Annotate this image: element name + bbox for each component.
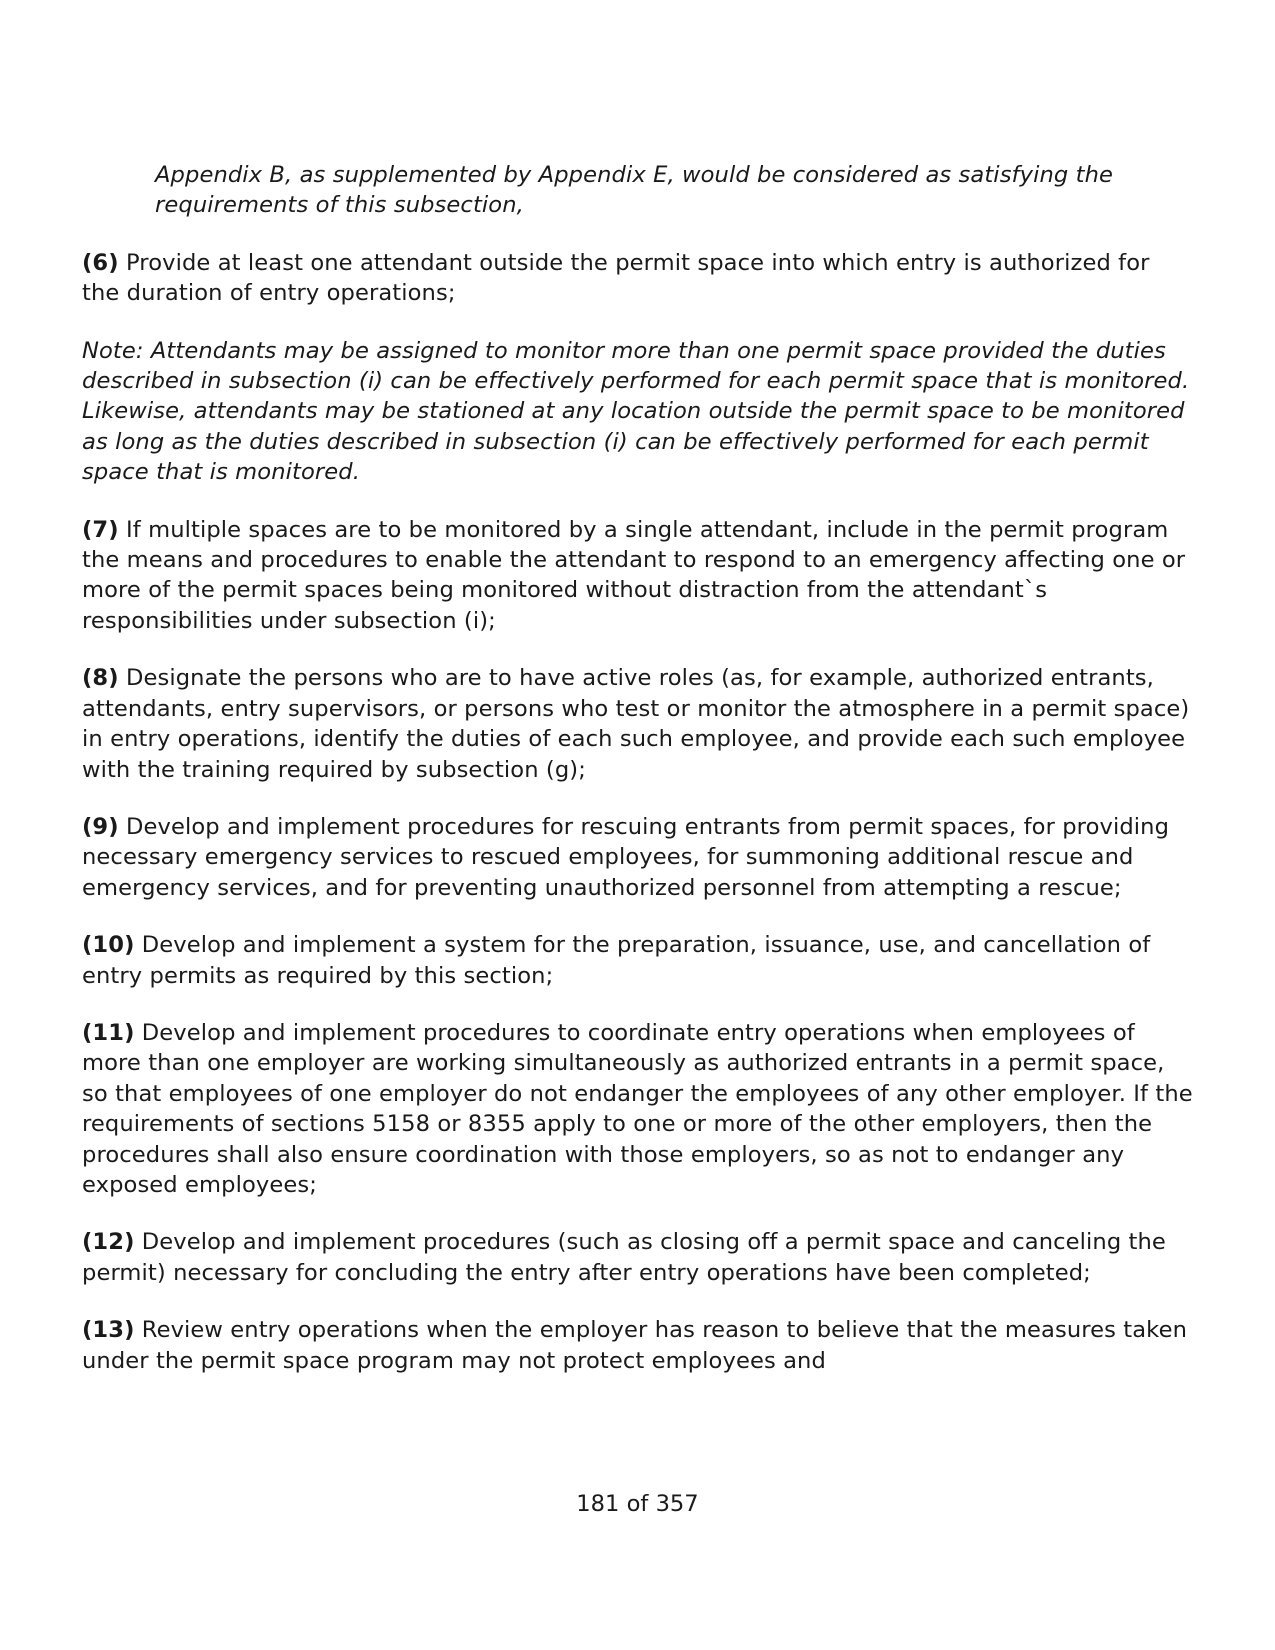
item-9	[82, 812, 1194, 903]
item-number: (6)	[82, 249, 119, 276]
item-12	[82, 1227, 1194, 1288]
item-number: (11)	[82, 1019, 135, 1046]
item-8	[82, 663, 1194, 785]
continuation-paragraph	[82, 160, 1194, 221]
item-number: (8)	[82, 665, 119, 692]
item-text: Develop and implement procedures for rescuing entrants from permit spaces, for providing necessary emergency services to rescued employees, for summoning additional rescue and emergency services, and for preventing unauthorized personnel from attempting a rescue;	[82, 813, 1170, 901]
continuation-text: Appendix B, as supplemented by Appendix E, would be considered as satisfying the requirements of this subsection,	[155, 162, 1113, 219]
item-6	[82, 248, 1194, 309]
page-number: 181 of 357	[576, 1491, 699, 1517]
item-text: Review entry operations when the employer has reason to believe that the measures taken under the permit space program may not protect employees and	[82, 1317, 1187, 1374]
item-number: (7)	[82, 516, 119, 543]
item-7	[82, 515, 1194, 637]
document-body	[82, 160, 1194, 1403]
item-text: Develop and implement procedures to coordinate entry operations when employees of more than one employer are working simultaneously as authorized entrants in a permit space, so that employees of one employer do not endanger the employees of any other employer. If the requirements of sections 5158 or 8355 apply to one or more of the other employers, then the procedures shall also ensure coordination with those employers, so as not to endanger any exposed employees;	[82, 1019, 1193, 1198]
item-number: (10)	[82, 932, 135, 959]
item-number: (12)	[82, 1229, 135, 1256]
item-text: Designate the persons who are to have active roles (as, for example, authorized entrants, attendants, entry supervisors, or persons who test or monitor the atmosphere in a permit space) in entry operations, identify the duties of each such employee, and provide each such employee with the training required by subsection (g);	[82, 665, 1190, 783]
item-13	[82, 1315, 1194, 1376]
item-text: If multiple spaces are to be monitored by a single attendant, include in the permit program the means and procedures to enable the attendant to respond to an emergency affecting one or more of the permit spaces being monitored without distraction from the attendant`s responsibilities under subsection (i);	[82, 516, 1186, 634]
note-text: Note: Attendants may be assigned to monitor more than one permit space provided the duties described in subsection (i) can be effectively performed for each permit space that is monitored. Likewise, attendants may be stationed at any location outside the permit space to be monitored as long as the duties described in subsection (i) can be effectively performed for each permit space that is monitored.	[82, 337, 1190, 486]
item-text: Develop and implement a system for the preparation, issuance, use, and cancellation of entry permits as required by this section;	[82, 932, 1151, 989]
item-text: Develop and implement procedures (such as closing off a permit space and canceling the permit) necessary for concluding the entry after entry operations have been completed;	[82, 1229, 1166, 1286]
item-number: (9)	[82, 813, 119, 840]
item-text: Provide at least one attendant outside the permit space into which entry is authorized for the duration of entry operations;	[82, 249, 1150, 307]
note-paragraph	[82, 336, 1194, 488]
item-10	[82, 930, 1194, 991]
item-11	[82, 1018, 1194, 1200]
item-number: (13)	[82, 1317, 135, 1344]
